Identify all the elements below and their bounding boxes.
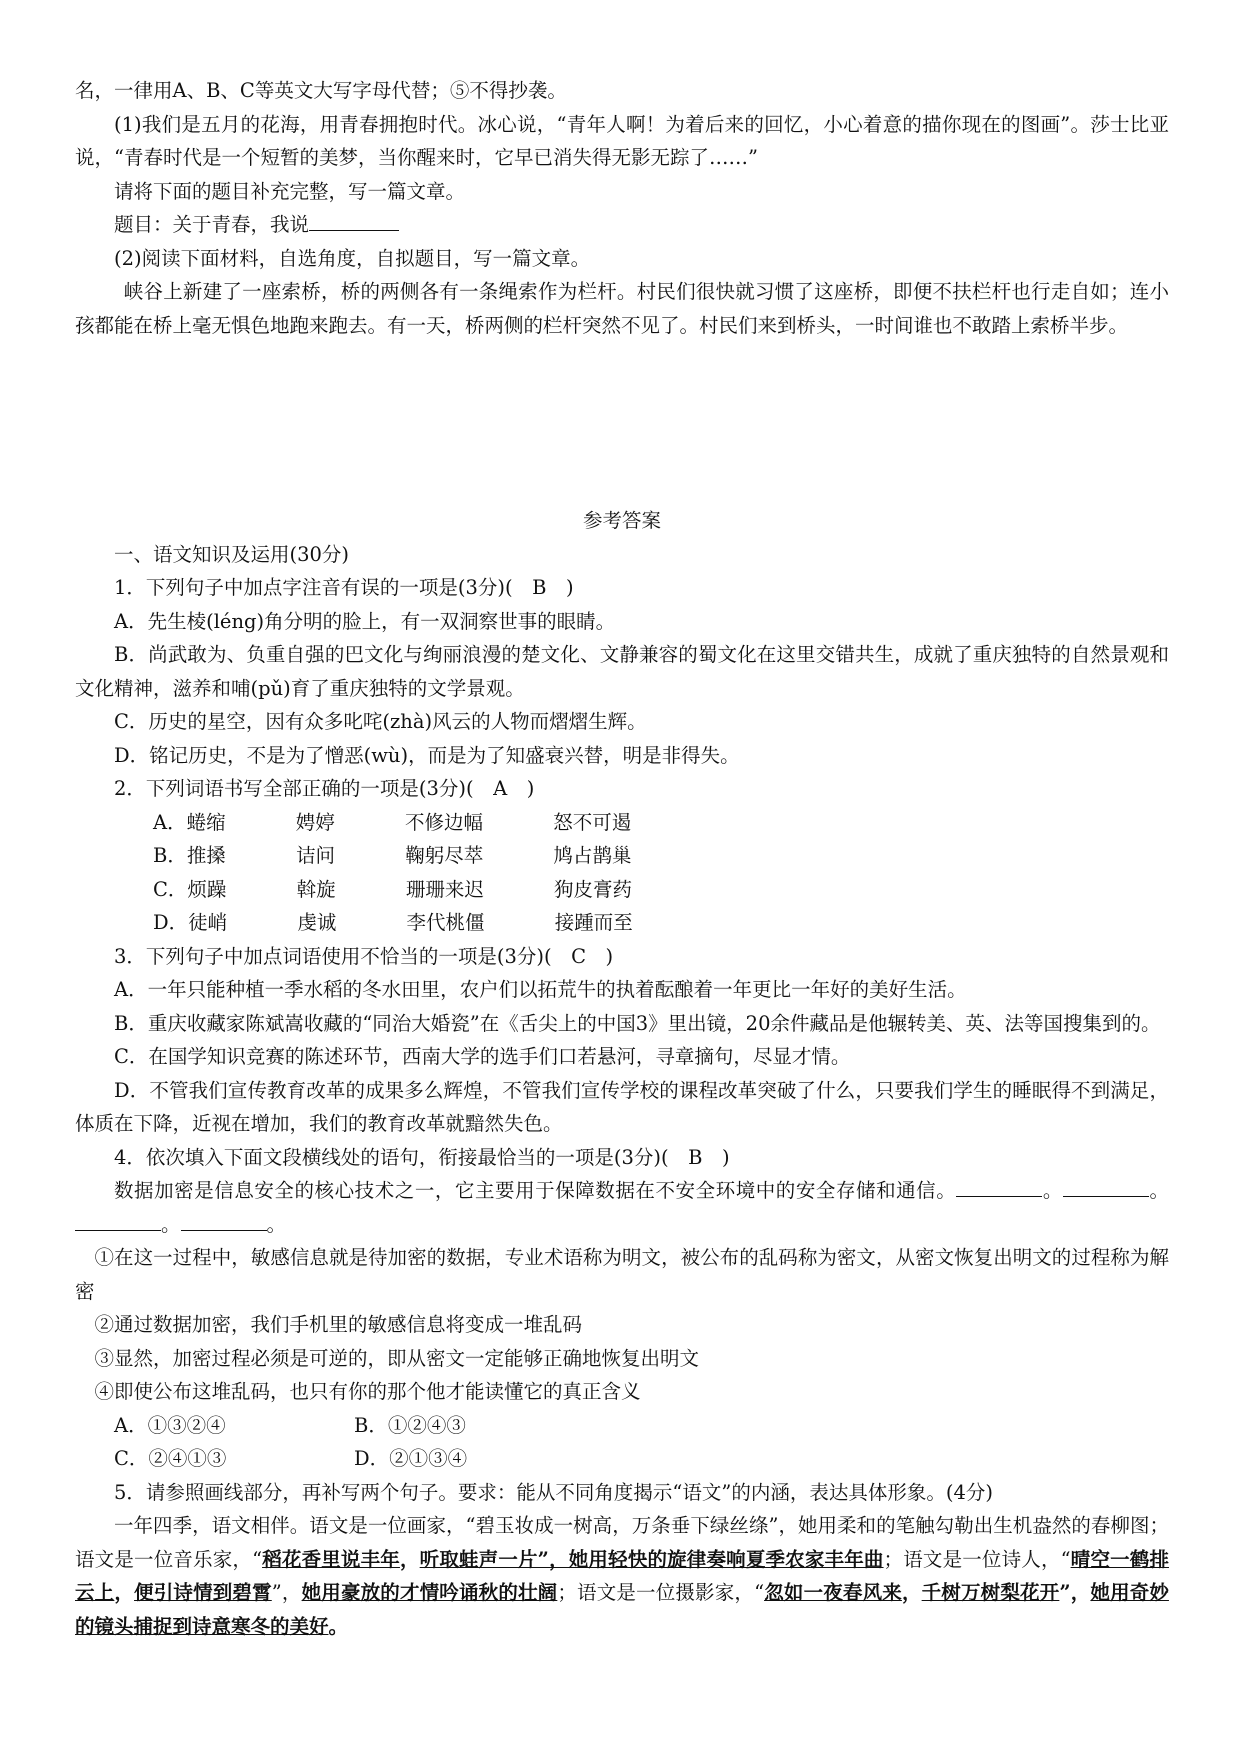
q2-word: 狗皮膏药 bbox=[554, 877, 633, 901]
q2-word: 鸠占鹊巢 bbox=[553, 844, 632, 867]
q2-word: C．烦躁 bbox=[153, 877, 227, 901]
q3-option-b: B．重庆收藏家陈斌嵩收藏的“同治大婚瓷”在《舌尖上的中国3》里出镜，20余件藏品是他辗转美、英、法等国搜集到的。 bbox=[114, 1011, 1161, 1035]
q5-answer-phrase: 稻花香里说丰年 bbox=[262, 1547, 400, 1571]
answer-blank bbox=[75, 1210, 161, 1231]
q5-text: ， bbox=[114, 1581, 135, 1604]
q2-word: 接踵而至 bbox=[554, 911, 633, 934]
answer-blank bbox=[956, 1176, 1042, 1197]
q4-option-d: D．②①③④ bbox=[354, 1447, 468, 1470]
q4-option-c: C．②④①③ bbox=[114, 1447, 227, 1470]
q4-option-b: B．①②④③ bbox=[354, 1413, 466, 1437]
q2-word: 斡旋 bbox=[296, 877, 336, 901]
q1-option-b: B．尚武敢为、负重自强的巴文化与绚丽浪漫的楚文化、文静兼容的蜀文化在这里交错共生，成就了重庆独特的自然景观和文化精神，滋养和哺(pǔ)育了重庆独特的文学景观。 bbox=[75, 643, 1169, 700]
q5-answer-phrase: 晴空一鹤排云上 bbox=[75, 1547, 1169, 1604]
q2-word: 怒不可遏 bbox=[553, 810, 632, 834]
prompt2-material: 峡谷上新建了一座索桥，桥的两侧各有一条绳索作为栏杆。村民们很快就习惯了这座桥，即便不扶栏杆也行走自如；连小孩都能在桥上毫无惧色地跑来跑去。有一天，桥两侧的栏杆突然不见了。村民们来到桥头，一时间谁也不敢踏上索桥半步。 bbox=[75, 280, 1169, 337]
q2-word: 诘问 bbox=[296, 844, 336, 867]
q1-option-c: C．历史的星空，因有众多叱咤(zhà)风云的人物而熠熠生辉。 bbox=[114, 710, 647, 733]
q2-word: B．推搡 bbox=[153, 844, 226, 867]
q5-answer-phrase: 她用奇妙的镜头捕捉到诗意寒冬的美好 bbox=[75, 1581, 1169, 1638]
q5-text: ”， bbox=[271, 1581, 302, 1604]
q5-text: ；语文是一位诗人，“ bbox=[883, 1547, 1071, 1571]
spacer bbox=[75, 342, 1169, 504]
prompt1-title-line bbox=[75, 208, 1169, 242]
q2-word: D．徒峭 bbox=[153, 911, 228, 934]
q4-stem: 4．依次填入下面文段横线处的语句，衔接最恰当的一项是(3分)( B ) bbox=[114, 1145, 730, 1169]
q2-row bbox=[75, 839, 1169, 873]
q3-stem: 3．下列句子中加点词语使用不恰当的一项是(3分)( C ) bbox=[114, 944, 614, 968]
q4-options-row bbox=[75, 1442, 1169, 1476]
prompt2-instruction: (2)阅读下面材料，自选角度，自拟题目，写一篇文章。 bbox=[114, 246, 591, 270]
section-heading: 一、语文知识及运用(30分) bbox=[114, 542, 350, 566]
q2-word: 虔诚 bbox=[297, 911, 337, 934]
q5-text: ， bbox=[399, 1547, 420, 1571]
q5-stem: 5．请参照画线部分，再补写两个句子。要求：能从不同角度揭示“语文”的内涵，表达具体形象。(4分) bbox=[114, 1480, 993, 1504]
q4-sentence-3: ③显然，加密过程必须是可逆的，即从密文一定能够正确地恢复出明文 bbox=[94, 1346, 700, 1370]
q5-answer-phrase: 便引诗情到碧霄 bbox=[134, 1581, 272, 1604]
q3-option-c: C．在国学知识竞赛的陈述环节，西南大学的选手们口若悬河，寻章摘句，尽显才情。 bbox=[114, 1045, 851, 1068]
q4-option-a: A．①③②④ bbox=[114, 1413, 226, 1437]
q5-text: ；语文是一位摄影家，“ bbox=[557, 1581, 765, 1604]
q2-row bbox=[75, 806, 1169, 840]
prompt1-text: (1)我们是五月的花海，用青春拥抱时代。冰心说，“青年人啊！为着后来的回忆，小心着意的描你现在的图画”。莎士比亚说，“青春时代是一个短暂的美梦，当你醒来时，它早已消失得无影无踪了……” bbox=[75, 112, 1169, 169]
q1-option-d: D．铭记历史，不是为了憎恶(wù)，而是为了知盛衰兴替，明是非得失。 bbox=[114, 743, 740, 767]
q5-text: ”， bbox=[1059, 1581, 1091, 1604]
q4-sentence-2: ②通过数据加密，我们手机里的敏感信息将变成一堆乱码 bbox=[94, 1313, 583, 1336]
q5-text: 。 bbox=[328, 1614, 349, 1638]
answer-blank bbox=[181, 1210, 267, 1231]
q4-options-row bbox=[75, 1409, 1169, 1443]
q2-word: 李代桃僵 bbox=[406, 911, 485, 934]
q2-word: A．蜷缩 bbox=[153, 810, 226, 834]
q2-word: 不修边幅 bbox=[404, 810, 483, 834]
q5-answer bbox=[75, 1509, 1169, 1643]
q4-passage: 数据加密是信息安全的核心技术之一，它主要用于保障数据在不安全环境中的安全存储和通信。 。 。。 。 bbox=[75, 1174, 1169, 1241]
q3-option-d: D．不管我们宣传教育改革的成果多么辉煌，不管我们宣传学校的课程改革突破了什么，只要我们学生的睡眠得不到满足，体质在下降，近视在增加，我们的教育改革就黯然失色。 bbox=[75, 1078, 1169, 1135]
q4-sentence-4: ④即使公布这堆乱码，也只有你的那个他才能读懂它的真正含义 bbox=[94, 1380, 641, 1403]
q2-stem: 2．下列词语书写全部正确的一项是(3分)( A ) bbox=[114, 777, 535, 800]
q5-answer-phrase: 听取蛙声一片”，她用轻快的旋律奏响夏季农家丰年曲 bbox=[419, 1547, 884, 1571]
prompt1-instruction: 请将下面的题目补充完整，写一篇文章。 bbox=[114, 179, 466, 203]
q5-answer-phrase: 她用豪放的才情吟诵秋的壮阔 bbox=[301, 1581, 558, 1604]
rule-tail: 名，一律用A、B、C等英文大写字母代替；⑤不得抄袭。 bbox=[75, 79, 567, 102]
q4-sentence-1: ①在这一过程中，敏感信息就是待加密的数据，专业术语称为明文，被公布的乱码称为密文，从密文恢复出明文的过程称为解密 bbox=[75, 1246, 1169, 1303]
q5-text: ， bbox=[901, 1581, 922, 1604]
answer-blank bbox=[1063, 1176, 1149, 1197]
q5-answer-phrase: 千树万树梨花开 bbox=[921, 1581, 1060, 1604]
q3-option-a: A．一年只能种植一季水稻的冬水田里，农户们以拓荒牛的执着酝酿着一年更比一年好的美好生活。 bbox=[114, 978, 967, 1001]
q4-passage-text: 数据加密是信息安全的核心技术之一，它主要用于保障数据在不安全环境中的安全存储和通信。 bbox=[114, 1179, 957, 1202]
q1-option-a: A．先生棱(léng)角分明的脸上，有一双洞察世事的眼睛。 bbox=[114, 609, 616, 633]
q5-text: 一年四季，语文相伴。语文是一位画家，“碧玉妆成一树高，万条垂下绿丝绦”，她用柔和的笔触勾勒出生机盎然的春柳图；语文是一位音乐家，“ bbox=[75, 1514, 1169, 1571]
q1-stem: 1．下列句子中加点字注音有误的一项是(3分)( B ) bbox=[114, 576, 574, 599]
title-blank bbox=[309, 210, 399, 231]
prompt1-title: 题目：关于青春，我说 bbox=[114, 213, 310, 236]
q2-word: 娉婷 bbox=[295, 810, 335, 834]
q2-word: 珊珊来迟 bbox=[405, 877, 484, 901]
q2-word: 鞠躬尽萃 bbox=[405, 844, 484, 867]
answers-title: 参考答案 bbox=[582, 509, 661, 532]
q2-row bbox=[75, 906, 1169, 940]
q2-row bbox=[75, 873, 1169, 907]
document-page bbox=[75, 74, 1169, 1643]
q5-answer-phrase: 忽如一夜春风来 bbox=[764, 1581, 902, 1604]
